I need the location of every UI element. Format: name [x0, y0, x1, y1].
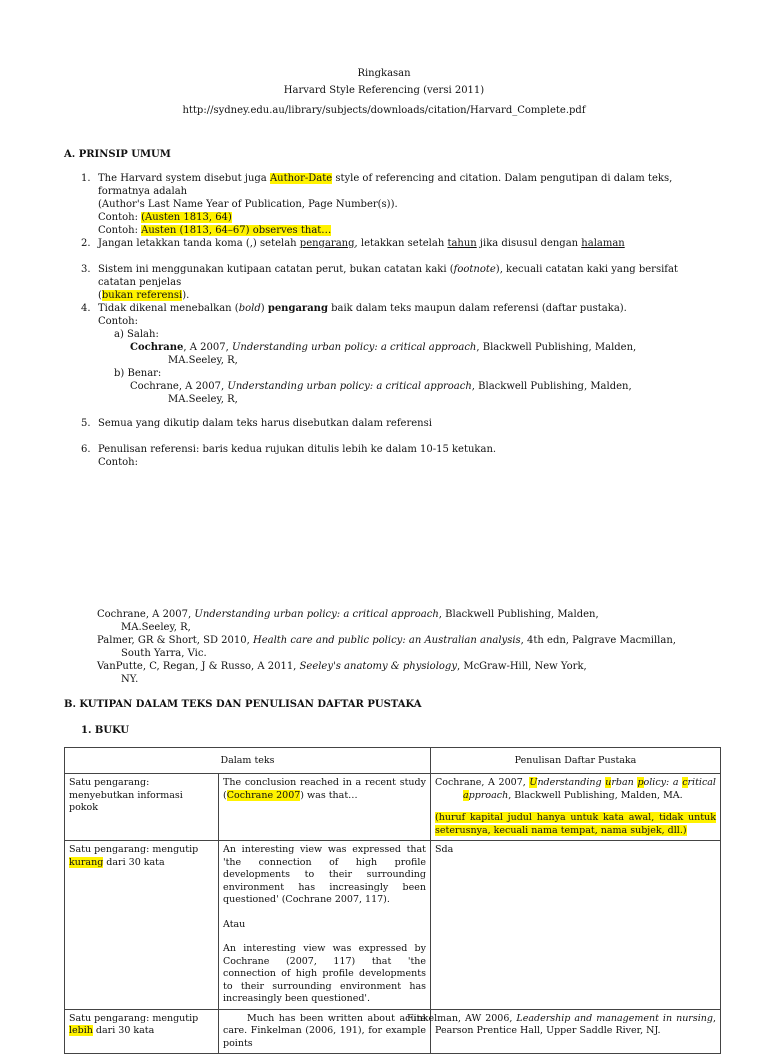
table-cell [65, 841, 219, 1010]
section-a-heading: A. PRINSIP UMUM [64, 149, 171, 160]
highlight: kurang [69, 856, 104, 868]
text: baik dalam teks maupun dalam referensi (daftar pustaka). [327, 303, 627, 314]
text: The conclusion reached in a recent study ( [223, 777, 426, 801]
example-label: Contoh: [98, 457, 138, 468]
text: ( [98, 290, 102, 301]
column-header: Penulisan Daftar Pustaka [431, 748, 721, 774]
text: VanPutte, C, Regan, J & Russo, A 2011, [97, 661, 300, 672]
text: (Author's Last Name Year of Publication, Page Number(s)). [98, 199, 398, 210]
text: An interesting view was expressed by Cochrane (2007, 117) that 'the connection of high profile developments to their surrounding environment has increasingly been questioned'. [223, 943, 426, 1004]
italic-text: footnote [453, 264, 496, 275]
text: Satu pengarang: mengutip [69, 1012, 199, 1024]
doc-subtitle: Harvard Style Referencing (versi 2011) [283, 85, 485, 96]
text: , 4th edn, Palgrave Macmillan, [520, 635, 676, 646]
text: olicy: a [643, 777, 683, 788]
table-row [65, 1009, 721, 1054]
example-label: Contoh: [98, 212, 142, 223]
table-cell [65, 1009, 219, 1054]
item-number: 4. [81, 303, 91, 314]
text: MA.Seeley, R, [168, 394, 238, 405]
underlined-text: tahun [447, 238, 477, 249]
italic-text: bold [238, 303, 261, 314]
sublabel-benar: b) Benar: [114, 368, 162, 379]
example-references [97, 608, 717, 686]
text: An interesting view was expressed that 'the connection of high profile developments to their surrounding environment has increasingly been questioned' (Cochrane 2007, 117). [223, 844, 426, 905]
item-number: 1. [81, 173, 91, 184]
text: The Harvard system disebut juga [98, 173, 270, 184]
text: Satu pengarang: mengutip [69, 844, 199, 855]
text: Tidak dikenal menebalkan ( [98, 303, 239, 314]
highlight: bukan referensi [101, 290, 183, 301]
highlight: Austen (1813, 64–67) observes that… [141, 225, 332, 236]
text: ). [182, 290, 190, 301]
text: nderstanding [537, 777, 606, 788]
italic-text: Leadership and management in nursing [516, 1012, 713, 1024]
item-number: 6. [81, 444, 91, 455]
highlight: c [682, 777, 688, 788]
text: , Blackwell Publishing, Malden, [471, 381, 632, 392]
text: NY. [121, 674, 139, 685]
bold-text: pengarang [267, 303, 328, 314]
highlight: U [529, 777, 538, 788]
text: , Blackwell Publishing, Malden, MA. [508, 789, 683, 801]
text: ) was that… [300, 789, 358, 801]
italic-text: Understanding urban policy: a critical approach [194, 609, 439, 620]
table-cell: Sda [431, 841, 721, 1010]
text: rban [611, 777, 638, 788]
highlight: (Austen 1813, 64) [141, 212, 232, 223]
text: Finkelman, AW 2006, [407, 1012, 517, 1024]
text: jika disusul dengan [476, 238, 582, 249]
underlined-text: halaman [581, 238, 625, 249]
text: ritical [687, 777, 716, 788]
highlight: Author-Date [269, 173, 333, 184]
table-cell: Much has been written about acute care. Finkelman (2006, 191), for example points [219, 1009, 431, 1054]
highlight: p [637, 777, 644, 788]
italic-text: Seeley's anatomy & physiology [299, 661, 457, 672]
text: Cochrane, A 2007, [130, 381, 228, 392]
table-cell [219, 841, 431, 1010]
bold-text: Cochrane [130, 342, 184, 353]
text: Palmer, GR & Short, SD 2010, [97, 635, 253, 646]
text: , A 2007, [183, 342, 232, 353]
item-number: 2. [81, 238, 91, 249]
italic-text: Understanding urban policy: a critical approach [231, 342, 477, 353]
text: Penulisan referensi: baris kedua rujukan ditulis lebih ke dalam 10-15 ketukan. [98, 444, 497, 455]
text: Cochrane, A 2007, [97, 609, 195, 620]
column-header: Dalam teks [65, 748, 431, 774]
text: ) [260, 303, 268, 314]
text: MA.Seeley, R, [168, 355, 238, 366]
italic-text: Understanding urban policy: a critical approach [227, 381, 472, 392]
text: Cochrane, A 2007, [435, 777, 530, 788]
item-number: 3. [81, 264, 91, 275]
highlight: lebih [69, 1025, 93, 1036]
section-b-heading: B. KUTIPAN DALAM TEKS DAN PENULISAN DAFTAR PUSTAKA [64, 699, 422, 710]
table-row [65, 774, 721, 841]
citation-table [64, 747, 721, 1054]
underlined-text: pengarang [299, 238, 355, 249]
text: Semua yang dikutip dalam teks harus disebutkan dalam referensi [98, 418, 432, 429]
sublabel-salah: a) Salah: [114, 329, 159, 340]
text: South Yarra, Vic. [121, 648, 207, 659]
text: style of referencing and citation. Dalam pengutipan di dalam teks, formatnya adalah [98, 173, 673, 197]
text: , Blackwell Publishing, Malden, [438, 609, 599, 620]
table-row [65, 841, 721, 1010]
table-cell [407, 1009, 721, 1054]
text: MA.Seeley, R, [121, 622, 191, 633]
text: , Pearson Prentice Hall, Upper Saddle River, NJ. [435, 1012, 716, 1036]
highlight: u [605, 777, 612, 788]
text: Sistem ini menggunakan kutipaan catatan perut, bukan catatan kaki ( [98, 264, 454, 275]
text: dari 30 kata [92, 1025, 155, 1036]
text: Atau [223, 918, 246, 930]
item-number: 5. [81, 418, 91, 429]
highlight-note: (huruf kapital judul hanya untuk kata awal, tidak untuk seterusnya, kecuali nama tempat, nama subjek, dll.) [435, 812, 716, 836]
italic-text: Health care and public policy: an Australian analysis [252, 635, 521, 646]
table-cell [431, 774, 721, 841]
table-header-row [65, 748, 721, 774]
text: dari 30 kata [103, 856, 165, 868]
table-cell [219, 774, 431, 841]
source-url: http://sydney.edu.au/library/subjects/downloads/citation/Harvard_Complete.pdf [182, 105, 586, 116]
table-cell: Satu pengarang: menyebutkan informasi pokok [65, 774, 219, 841]
text: , McGraw-Hill, New York, [456, 661, 587, 672]
highlight: Cochrane 2007 [226, 789, 301, 801]
text: , letakkan setelah [354, 238, 448, 249]
highlight: a [463, 789, 469, 801]
text: Jangan letakkan tanda koma (,) setelah [98, 238, 300, 249]
text: , Blackwell Publishing, Malden, [476, 342, 637, 353]
text: pproach [468, 789, 509, 801]
example-label: Contoh: [98, 316, 138, 327]
example-label: Contoh: [98, 225, 142, 236]
doc-title: Ringkasan [357, 68, 411, 79]
text: ), kecuali catatan kaki yang bersifat catatan penjelas [98, 264, 678, 288]
subsection-heading: 1. BUKU [81, 725, 130, 736]
